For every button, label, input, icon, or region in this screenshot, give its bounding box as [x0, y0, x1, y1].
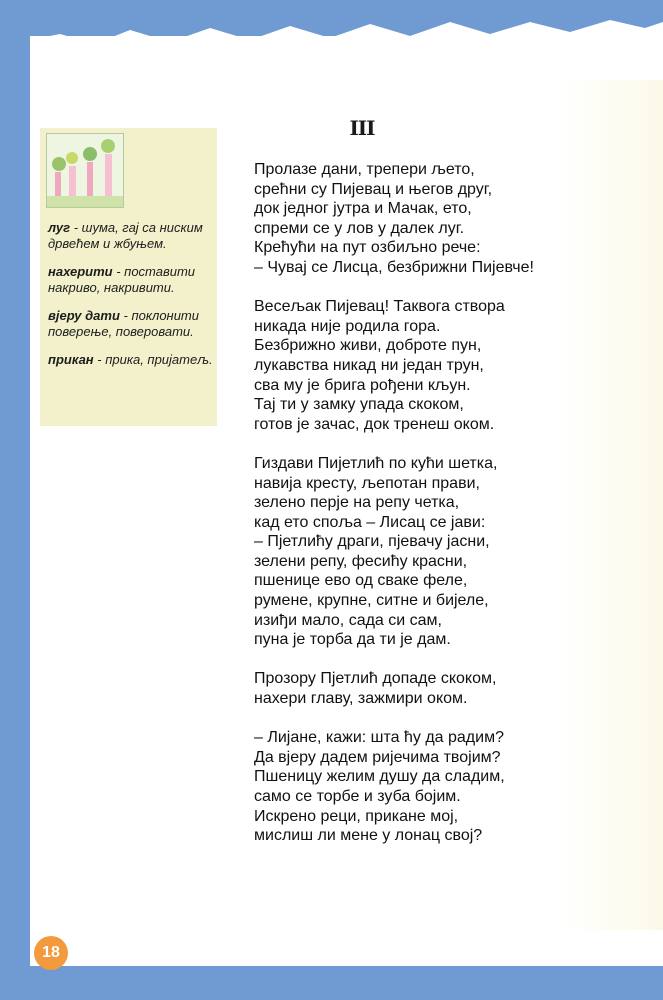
- poem-line: Весељак Пијевац! Таквога створа: [254, 298, 505, 316]
- glossary-term: нахерити: [48, 264, 113, 279]
- poem-line: зелени репу, фесићу красни,: [254, 552, 468, 570]
- poem-line: – Лијане, кажи: шта ћу да радим?: [254, 729, 504, 747]
- stanza: [254, 160, 584, 278]
- glossary-list: [48, 220, 213, 380]
- glossary-term: луг: [48, 220, 71, 235]
- poem-line: само се торбе и зуба бојим.: [254, 788, 461, 805]
- poem-line: Крећући на пут озбиљно рече:: [254, 239, 481, 257]
- glossary-entry: [48, 264, 213, 296]
- poem-line: изиђи мало, сада си сам,: [254, 611, 442, 629]
- poem-line: кад ето споља – Лисац се јави:: [254, 513, 486, 531]
- glossary-term: прикан: [48, 352, 94, 367]
- section-numeral: III: [349, 116, 375, 140]
- glossary-entry: [48, 220, 213, 252]
- poem-line: сва му је брига рођени кљун.: [254, 376, 471, 394]
- poem-line: Прозору Пјетлић допаде скоком,: [254, 670, 497, 688]
- stanza: [254, 297, 584, 434]
- poem-line: пуна је торба да ти је дам.: [254, 631, 451, 649]
- stanza: [254, 728, 584, 846]
- poem-line: – Пјетлићу драги, пјевачу јасни,: [254, 533, 490, 551]
- poem-line: лукавства никад ни један трун,: [254, 356, 484, 374]
- glossary-definition: - шума, гај са ниским дрвећем и жбуњем.: [48, 220, 203, 251]
- stanza: [254, 454, 584, 650]
- glossary-definition: - прика, пријатељ.: [93, 352, 213, 367]
- poem-line: румене, крупне, ситне и бијеле,: [254, 592, 489, 610]
- poem-line: Безбрижно живи, доброте пун,: [254, 337, 482, 355]
- poem-line: навија кресту, љепотан прави,: [254, 474, 480, 492]
- glossary-entry: [48, 308, 213, 340]
- torn-paper-top: [0, 0, 663, 80]
- poem-line: Пролазе дани, трепери љето,: [254, 161, 475, 178]
- poem-line: никада није родила гора.: [254, 317, 441, 335]
- torn-paper-bottom: [0, 930, 663, 1000]
- poem-line: пшенице ево од сваке феле,: [254, 572, 468, 590]
- poem-text: [254, 160, 584, 865]
- poem-line: срећни су Пијевац и његов друг,: [254, 180, 493, 198]
- poem-line: Искрено реци, прикане мој,: [254, 807, 459, 825]
- poem-line: Пшеницу желим душу да сладим,: [254, 768, 505, 786]
- stanza: [254, 669, 584, 708]
- poem-line: готов је зачас, док тренеш оком.: [254, 415, 495, 433]
- poem-line: Да вјеру дадем ријечима твојим?: [254, 748, 501, 766]
- glossary-entry: [48, 352, 213, 368]
- poem-line: Тај ти у замку упада скоком,: [254, 396, 464, 414]
- poem-line: док једног јутра и Мачак, ето,: [254, 200, 472, 218]
- poem-line: мислиш ли мене у лонац свој?: [254, 827, 483, 845]
- poem-line: нахери главу, зажмири оком.: [254, 690, 468, 708]
- poem-line: Гиздави Пијетлић по кући шетка,: [254, 454, 498, 472]
- glossary-term: вјеру дати: [48, 308, 120, 323]
- glossary-definition: - поклонити поверење, поверовати.: [48, 308, 199, 339]
- poem-line: зелено перје на репу четка,: [254, 494, 460, 512]
- poem-line: спреми се у лов у далек луг.: [254, 219, 465, 237]
- glossary-definition: - поставити накриво, накривити.: [48, 264, 196, 295]
- trees-illustration: [46, 133, 124, 208]
- page-number-badge: 18: [34, 936, 68, 970]
- poem-line: – Чувај се Лисца, безбрижни Пијевче!: [254, 258, 534, 276]
